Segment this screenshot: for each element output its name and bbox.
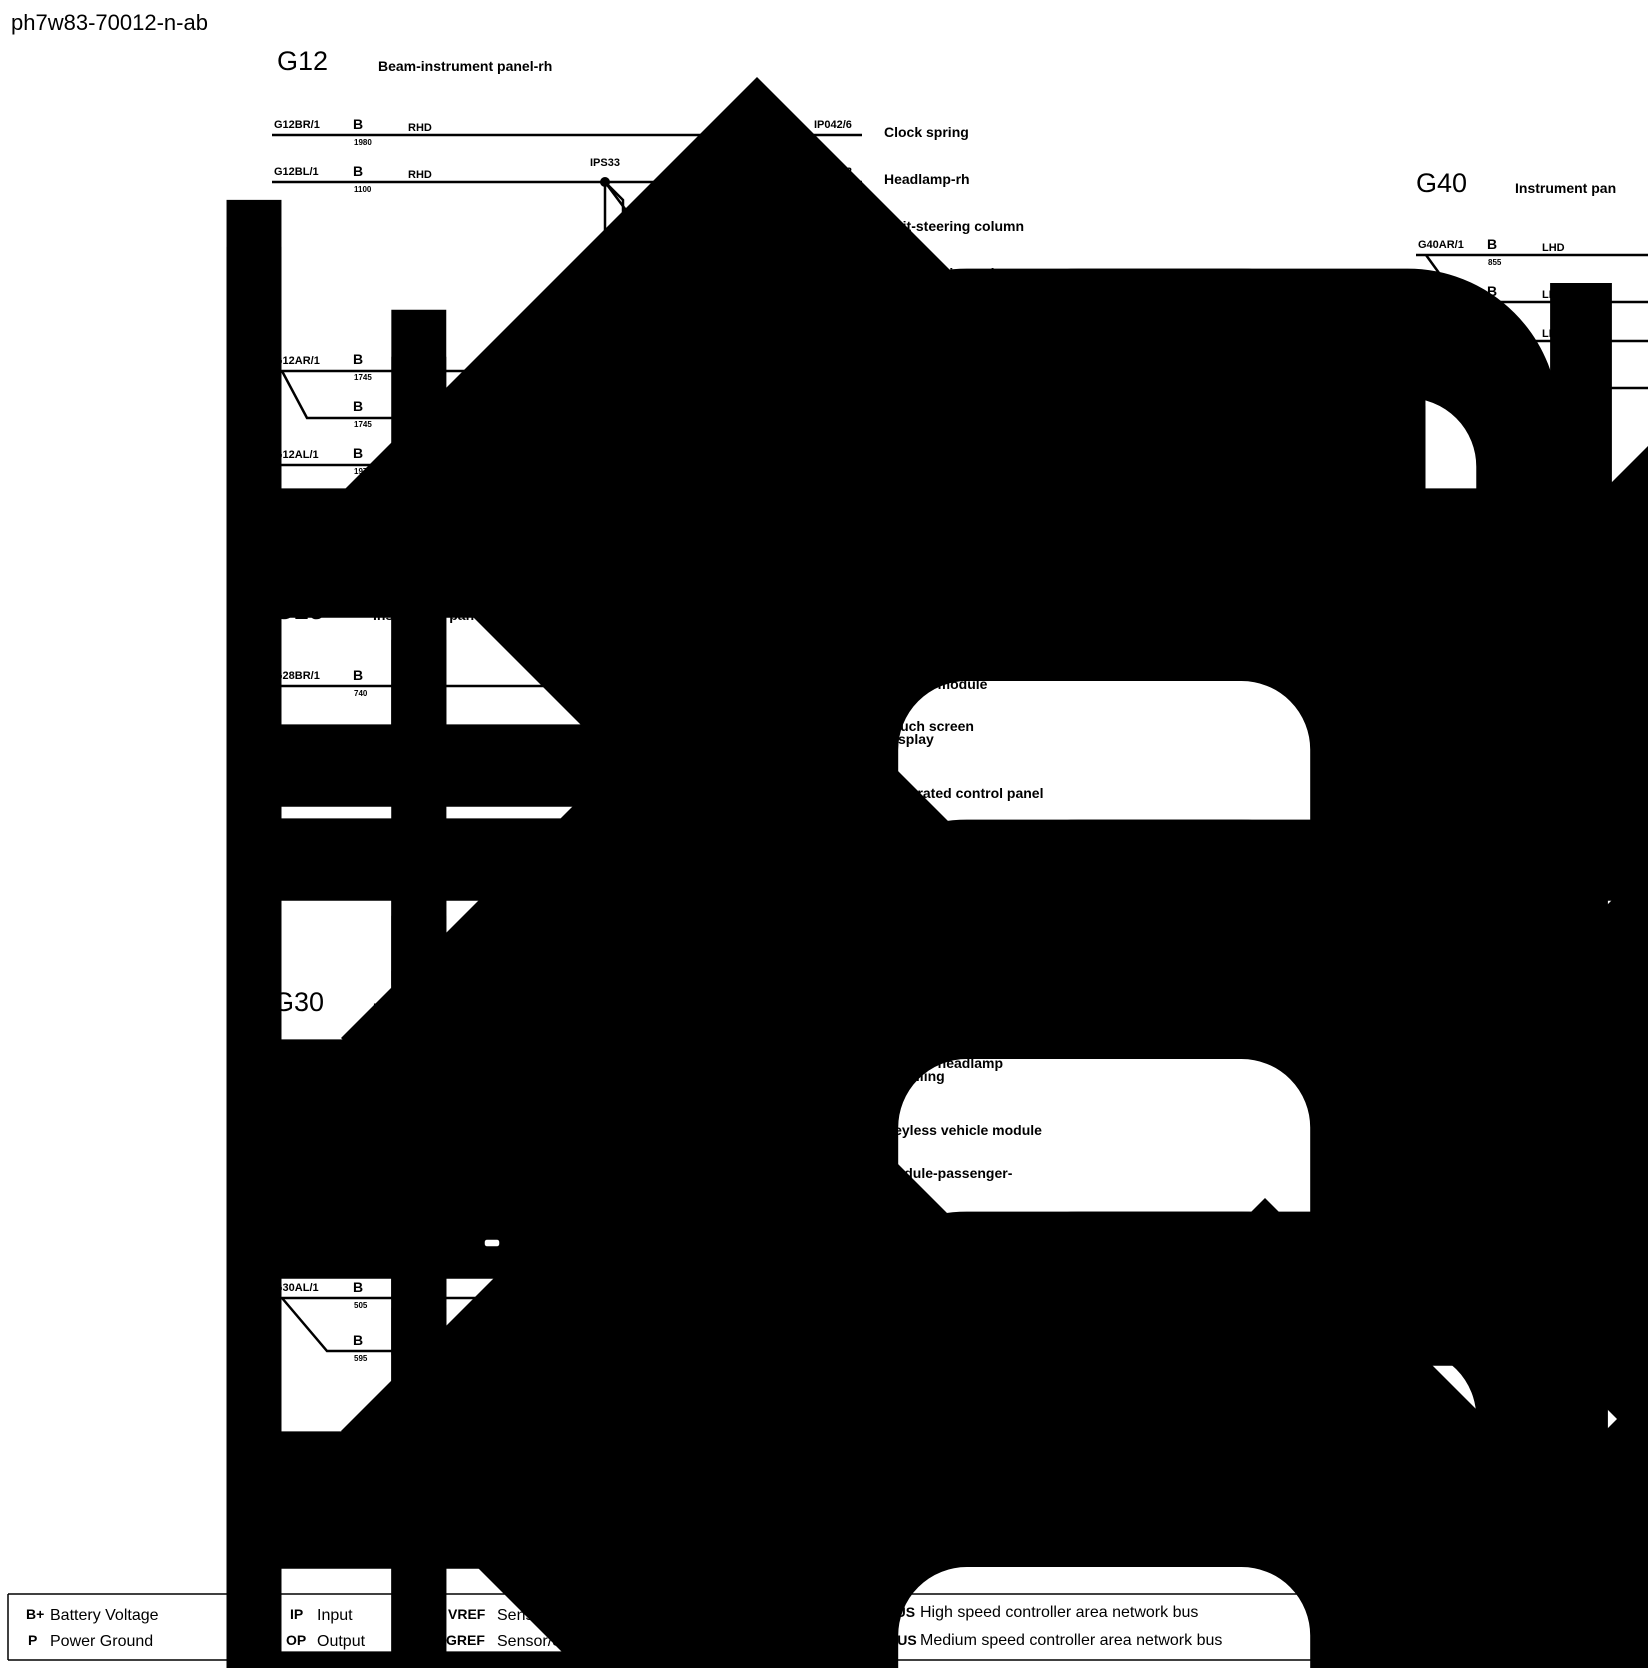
eyelet-code: G40AR/1 [1418,239,1464,251]
splice-icon [600,177,610,187]
eyelet-code: G42AL/1 [1418,914,1463,926]
destination-component: Display [884,731,934,747]
ground-label: G40 [1416,168,1468,198]
wire-colour: B [690,163,701,179]
wire-size: 740 [354,689,368,698]
wire-colour: B [353,163,364,179]
ground-label: G28 [273,595,325,625]
wire-size: 680 [354,846,368,855]
destination-component: Unit-steering column [884,265,1025,281]
ground-label: G43 [1416,1109,1468,1139]
wire-colour: B [690,1224,701,1240]
ground-description: Instrument panel-centre [373,607,533,623]
destination-component: Integrated head unit [884,832,1018,848]
wire-size: 1900 [1488,305,1506,314]
wire-option: RHD [1542,732,1566,744]
destination-component: Integrated control panel [884,785,1044,801]
wire-colour: B [1487,726,1498,742]
destination-component: Control module [884,1288,988,1304]
ground-label: G41 [1416,585,1468,615]
wire-size: 595 [354,1354,368,1363]
ground-description: Beam-instrument panel-rh [378,58,553,74]
destination-pin: IP032/22 [808,166,853,178]
wire-colour: B [690,257,701,273]
wire-colour: B [353,722,364,738]
legend-abbreviation: D [1443,1632,1454,1648]
destination-pin: IP043/1 [814,307,852,319]
wire-size: 630 [354,1136,368,1145]
wire-colour: B [353,351,364,367]
wire-option: LHD [1542,289,1565,301]
eyelet-code: G30AL/1 [274,1282,319,1294]
destination-component: Module-speed control [884,1340,1030,1356]
destination-pin: IP035/10 [808,213,853,225]
destination-pin: FR060/24 [808,1062,857,1074]
ground-label: G42 [1420,845,1472,875]
destination-component: Module-headlamp [884,1055,1004,1071]
wire-size: 1980 [354,138,372,147]
destination-component: Levelling [884,1068,945,1084]
ground-description: Instrument pan [1515,598,1617,614]
wire-size: 1150 [1488,344,1506,353]
destination-component: Door [884,1233,917,1249]
destination-component: Module-passenger- [884,1220,1013,1236]
eyelet-code: G12AR/1 [274,355,320,367]
wire-size: 1105 [691,1246,709,1255]
wire-option: RHD [408,357,432,369]
wire-colour: B [353,445,364,461]
wire-option: RHD [745,263,769,275]
destination-component: Headlamp-rh [884,171,970,187]
wire-colour: B [690,304,701,320]
wire-size: 485 [1488,677,1502,686]
destination-component: Automatic temperature [884,1275,1038,1291]
ground-description: Instrument pan [1515,1122,1617,1138]
wire-option: RHD [408,122,432,134]
wire-size: 770 [354,799,368,808]
wire-colour: B [1487,911,1498,927]
ground-description: Instrument pan [1515,180,1617,196]
destination-pin: IP061/1 [814,780,852,792]
legend-abbreviation: VREF [448,1606,486,1622]
wire-colour: B [1487,958,1498,974]
legend-description: Medium speed controller area network bus [920,1632,1223,1649]
destination-pin: IP035/2 [814,260,852,272]
wire-colour: B [353,398,364,414]
wire-option: RHD [1542,964,1566,976]
wire-colour: B [353,1114,364,1130]
wire-option: RHD [1542,661,1566,673]
destination-pin: IP019/5 [814,355,852,367]
legend-description: Serial and Encoded Data [1462,1632,1640,1649]
destination-pin: DD015/6 [785,1172,829,1184]
legend-abbreviation: IP [290,1606,304,1622]
destination-component: Diagnostic connector [884,407,1028,423]
legend-description: Sensor/Signal Ground [497,1633,655,1650]
wire-option: LHD [408,1285,431,1297]
destination-component: Clock spring [884,124,969,140]
wire-colour: B [1487,655,1498,671]
eyelet-code: G43AL/1 [1416,1180,1461,1192]
eyelet-code: G28AR/1 [274,780,320,792]
wire-colour: B [353,1059,364,1075]
destination-component: Diagnostic connector [884,360,1028,376]
wire-size: 1975 [354,467,372,476]
eyelet-code: G40AL/1 [1418,325,1463,337]
wire-colour: B [353,777,364,793]
wire-colour: B [1487,369,1498,385]
wire-colour: B [1487,322,1498,338]
destination-pin: PD003/13 [802,1227,851,1239]
wire-colour: B [353,1169,364,1185]
wire-size: 485 [354,1191,368,1200]
legend-abbreviation: B+ [26,1606,45,1622]
wire-option: LHD [1542,242,1565,254]
destination-component: Door [884,1178,917,1194]
wire-size: 540 [691,279,705,288]
wire-colour: B [353,116,364,132]
wire-size: 540 [691,232,705,241]
wire-colour: B [1487,1177,1498,1193]
wire-colour: B [353,824,364,840]
eyelet-code: G30BR/1 [274,1062,320,1074]
wire-option: LHD [1542,1183,1565,1195]
eyelet-code: G12BR/1 [274,119,320,131]
wire-option: RHD [745,169,769,181]
document-id: ph7w83-70012-n-ab [11,10,208,35]
wire-option: RHD [745,216,769,228]
destination-pin: IP063/6 [814,725,852,737]
wire-colour: B [353,667,364,683]
wire-size: 1485 [691,185,709,194]
destination-component: Auxiliary switch pack [884,454,1027,470]
wire-colour: B [1487,283,1498,299]
legend-abbreviation: GREF [446,1632,485,1648]
legend-description: Sensor/Signal Supply V [497,1607,666,1624]
wire-option: GTDAC [408,1338,448,1350]
eyelet-code: G41AR/1 [1416,658,1462,670]
wire-size: 485 [354,1246,368,1255]
eyelet-code: G28BL/1 [274,725,319,737]
eyelet-code: G28BR/1 [274,670,320,682]
destination-pin: IP057/8 [814,827,852,839]
ground-label: G30 [273,987,325,1017]
eyelet-code: G30AR/1 [274,1117,320,1129]
legend-abbreviation: HS CAN BUS [828,1604,916,1620]
legend-description: High speed controller area network bus [920,1604,1199,1621]
wire-size: 2315 [1488,933,1506,942]
wire-option: RHD*GTBAB [745,310,813,322]
destination-component: Information and entertainment [884,663,1087,679]
wire-size: 1100 [354,185,372,194]
legend-abbreviation: MS CAN BUS [828,1632,917,1648]
ground-label: G12 [277,46,329,76]
wire-option: RHD [408,404,432,416]
destination-pin: CA085/12 [804,1335,854,1347]
destination-component: Module-passenger- [884,1165,1013,1181]
wire-size: 1745 [354,420,372,429]
wire-option: LHD [1542,328,1565,340]
wire-size: 505 [354,1301,368,1310]
destination-pin: IP045/4 [814,449,852,461]
wire-size: 1680 [1488,1246,1506,1255]
destination-component: Unit-steering column [884,218,1025,234]
wire-size: 855 [1488,258,1502,267]
legend-description: Output [317,1633,366,1650]
eyelet-code: G12AL/1 [274,449,319,461]
destination-component: Slip rings-steering wheel [884,312,1050,328]
legend-description: Power Ground [50,1633,154,1650]
wire-colour: B [690,210,701,226]
wire-size: 1115 [691,326,708,335]
wire-option: RHD [1542,917,1566,929]
destination-component: Touch screen [884,718,974,734]
wire-option: RHD [408,169,432,181]
destination-pin: IP019/4 [814,402,852,414]
eyelet-code: G12BL/1 [274,166,319,178]
destination-pin: IP087/10 [808,670,853,682]
wire-option: JEAAB [408,1065,446,1077]
legend-abbreviation: P [28,1632,38,1648]
destination-pin: CA076/4 [814,1117,858,1129]
inline-connector-icon [484,1239,500,1247]
splice-label: IPS33 [590,157,620,169]
ground-description: Rh 'a' post [373,1000,444,1016]
wire-colour: B [1487,1224,1498,1240]
wire-option: RHD [408,1175,432,1187]
destination-pin: IP042/6 [814,119,852,131]
legend-description: Media oriented systems [1462,1604,1631,1621]
wire-option: LHD [1542,1230,1565,1242]
wire-option: LHD [1542,375,1565,387]
eyelet-code: G28AL/1 [274,827,319,839]
destination-pin: CA112/6 [810,1282,853,1294]
wire-colour: B [1487,236,1498,252]
legend-abbreviation: MOST BUS [1383,1604,1457,1620]
destination-component: Control module [884,676,988,692]
wire-size: 2515 [1488,980,1506,989]
wire-size: 1745 [354,373,372,382]
eyelet-code: G41AL/1 [1416,729,1461,741]
wire-option: LHD [408,1230,431,1242]
ground-description: Instrument pan [1519,858,1621,874]
legend-description: Input [317,1607,353,1624]
wire-colour: B [353,1279,364,1295]
wire-size: 515 [354,1081,368,1090]
wire-size: 680 [354,744,368,753]
wire-colour: B [353,1224,364,1240]
inline-connector-pin: PD015/6 [469,1227,512,1239]
legend-description: Battery Voltage [50,1607,159,1624]
wire-size: 850 [1488,391,1502,400]
wire-option: RHD [408,451,432,463]
legend-abbreviation: OP [286,1632,307,1648]
wire-size: 780 [1488,748,1502,757]
wire-size: 1480 [1488,1199,1506,1208]
wire-colour: B [353,1332,364,1348]
destination-component: Keyless vehicle module [884,1122,1042,1138]
